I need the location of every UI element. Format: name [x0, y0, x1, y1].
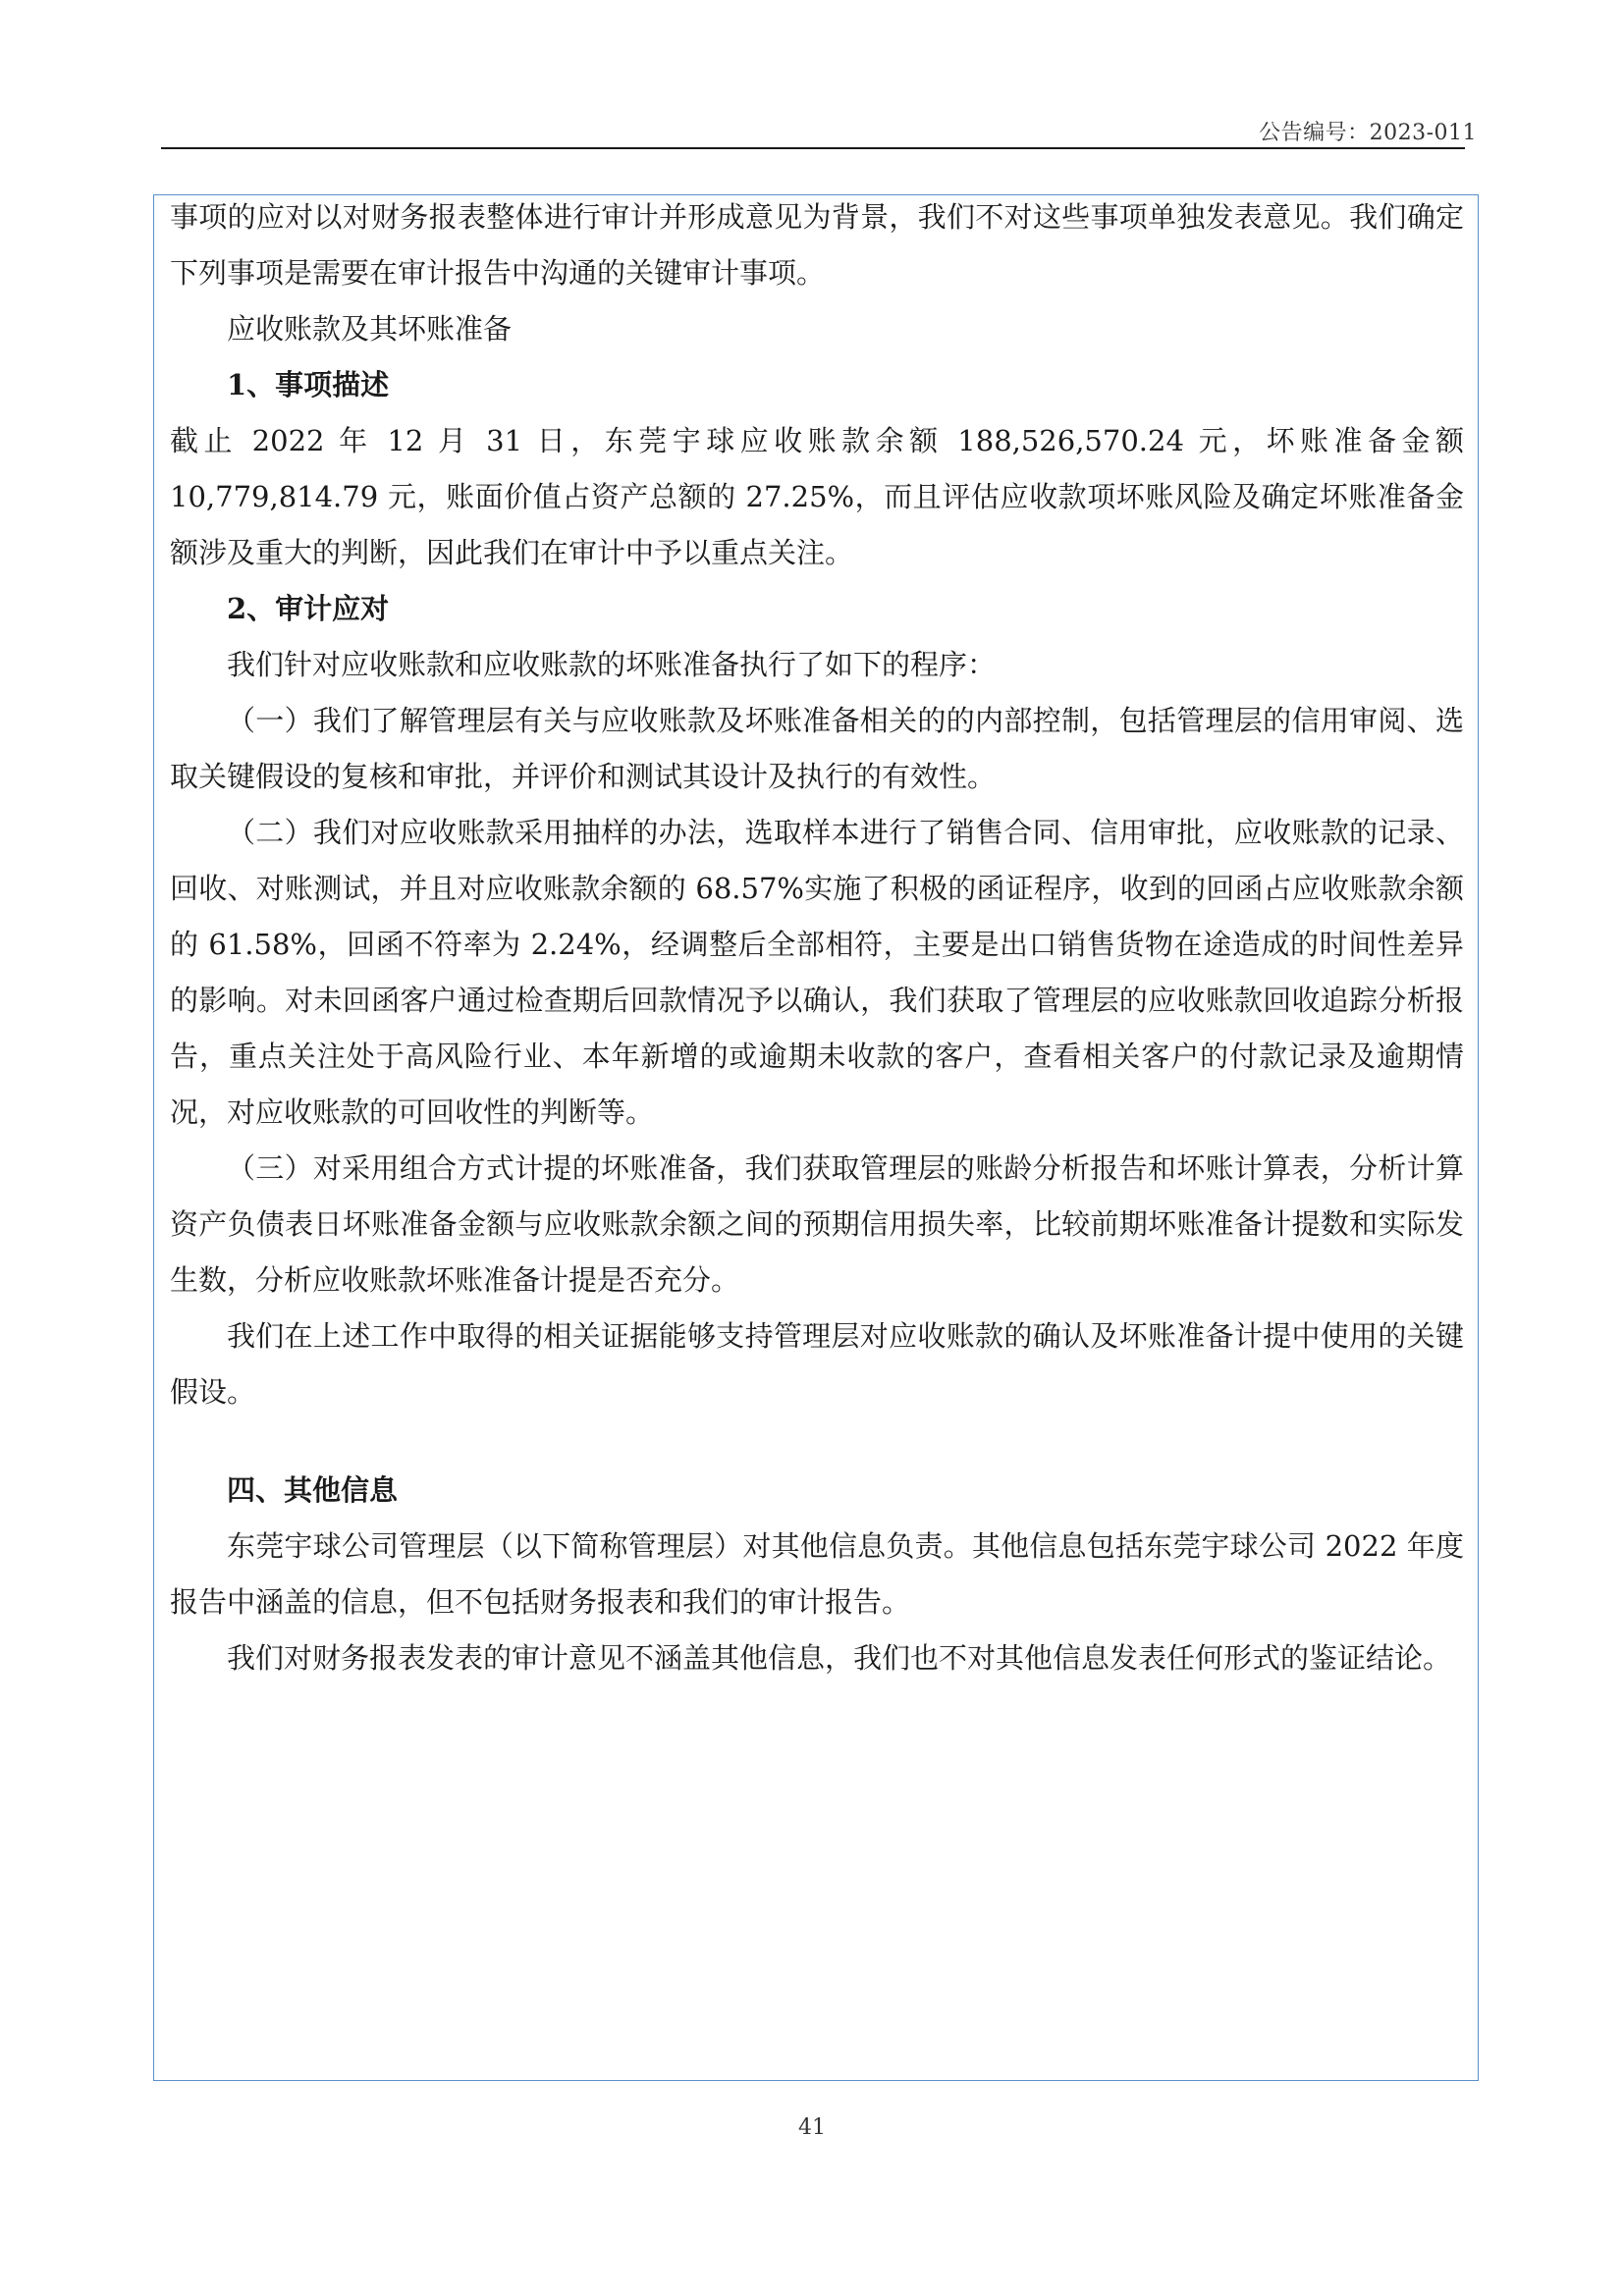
page-number: 41: [798, 2115, 826, 2140]
section-heading-description: 1、事项描述: [227, 368, 390, 401]
paragraph-key-matters-intro: 事项的应对以对财务报表整体进行审计并形成意见为背景，我们不对这些事项单独发表意见。我们确定下列事项是需要在审计报告中沟通的关键审计事项。: [170, 200, 1464, 290]
paragraph-procedure-2: （二）我们对应收账款采用抽样的办法，选取样本进行了销售合同、信用审批，应收账款的记录、回收、对账测试，并且对应收账款余额的 68.57%实施了积极的函证程序，收到的回函占应收账款余额的 61.58%，回函不符率为 2.24%，经调整后全部相符，主要是出口销售货物在途造成的时间性差异的影响。对未回函客户通过检查期后回款情况予以确认，我们获取了管理层的应收账款回收追踪分析报告，重点关注处于高风险行业、本年新增的或逾期未收款的客户，查看相关客户的付款记录及逾期情况，对应收账款的可回收性的判断等。: [170, 816, 1464, 1129]
paragraph-procedure-1: （一）我们了解管理层有关与应收账款及坏账准备相关的的内部控制，包括管理层的信用审阅、选取关键假设的复核和审批，并评价和测试其设计及执行的有效性。: [170, 704, 1464, 793]
header-divider: [161, 147, 1465, 149]
paragraph-procedures-intro: 我们针对应收账款和应收账款的坏账准备执行了如下的程序：: [227, 648, 997, 681]
announcement-number: 公告编号：2023-011: [1259, 121, 1477, 145]
section-heading-response: 2、审计应对: [227, 592, 390, 625]
key-matter-title: 应收账款及其坏账准备: [227, 312, 513, 346]
paragraph-other-info-responsibility: 东莞宇球公司管理层（以下简称管理层）对其他信息负责。其他信息包括东莞宇球公司 2022 年度报告中涵盖的信息，但不包括财务报表和我们的审计报告。: [170, 1529, 1464, 1619]
paragraph-other-info-opinion: 我们对财务报表发表的审计意见不涵盖其他信息，我们也不对其他信息发表任何形式的鉴证结论。: [227, 1641, 1452, 1675]
content-frame: [153, 194, 1479, 2081]
section-heading-other-information: 四、其他信息: [227, 1473, 399, 1507]
paragraph-matter-description: 截止 2022 年 12 月 31 日，东莞宇球应收账款余额 188,526,570.24 元，坏账准备金额 10,779,814.79 元，账面价值占资产总额的 27.25%，而且评估应收款项坏账风险及确定坏账准备金额涉及重大的判断，因此我们在审计中予以重点关注。: [170, 424, 1464, 569]
paragraph-conclusion: 我们在上述工作中取得的相关证据能够支持管理层对应收账款的确认及坏账准备计提中使用的关键假设。: [170, 1319, 1464, 1409]
paragraph-procedure-3: （三）对采用组合方式计提的坏账准备，我们获取管理层的账龄分析报告和坏账计算表，分析计算资产负债表日坏账准备金额与应收账款余额之间的预期信用损失率，比较前期坏账准备计提数和实际发生数，分析应收账款坏账准备计提是否充分。: [170, 1151, 1464, 1297]
document-body: [170, 195, 1464, 1686]
